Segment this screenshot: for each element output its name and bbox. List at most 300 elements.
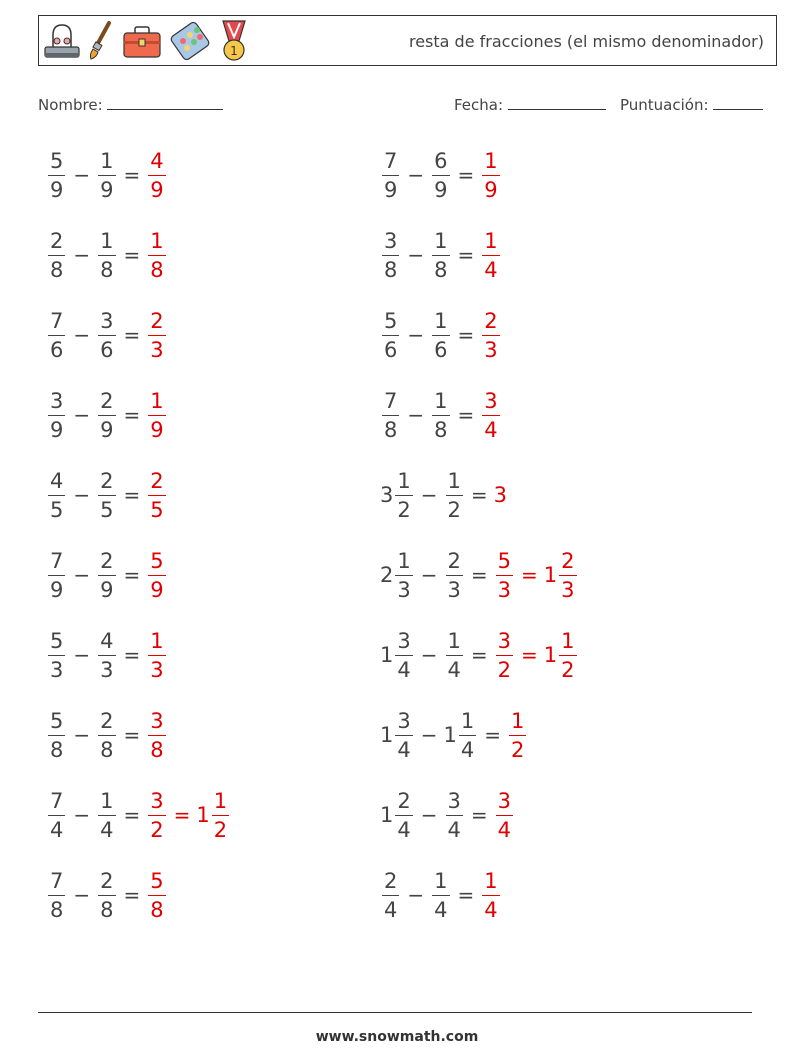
subtrahend-fraction-bar (98, 815, 115, 816)
subtrahend-denominator: 4 (447, 657, 461, 682)
subtrahend-denominator: 9 (100, 577, 114, 602)
problem-right-7 (380, 625, 579, 685)
answer-denominator: 2 (561, 657, 575, 682)
answer-denominator: 8 (150, 737, 164, 762)
minuend-fraction (48, 869, 65, 922)
answer-denominator: 3 (484, 337, 498, 362)
subtrahend-fraction-bar (432, 255, 449, 256)
equals-sign: = (470, 563, 488, 587)
minuend-fraction-bar (382, 415, 399, 416)
minuend-fraction-bar (48, 815, 65, 816)
answer-fraction-bar (148, 575, 165, 576)
minus-sign: − (73, 243, 91, 267)
subtrahend-fraction-bar (446, 655, 463, 656)
minuend-numerator: 7 (50, 868, 64, 893)
equals-sign: = (123, 563, 141, 587)
minuend-fraction (382, 229, 399, 282)
answer-fraction (559, 629, 576, 682)
subtrahend-fraction-bar (446, 815, 463, 816)
equals-sign: = (484, 723, 502, 747)
answer-numerator: 2 (561, 548, 575, 573)
answer-fraction (148, 709, 165, 762)
minus-sign: − (420, 483, 438, 507)
subtrahend-numerator: 3 (100, 308, 114, 333)
problem-left-6 (46, 545, 168, 605)
equals-sign: = (123, 803, 141, 827)
minus-sign: − (420, 643, 438, 667)
answer-denominator: 2 (497, 657, 512, 682)
answer-fraction (148, 789, 165, 842)
answer-fraction (496, 789, 513, 842)
minuend-whole: 1 (380, 643, 394, 667)
subtrahend-denominator: 2 (447, 497, 461, 522)
answer-denominator: 9 (150, 577, 164, 602)
minus-sign: − (420, 803, 438, 827)
header-icons (43, 19, 251, 63)
equals-sign: = (457, 163, 475, 187)
equals-sign: = (457, 243, 475, 267)
minuend-fraction (395, 789, 412, 842)
name-label: Nombre: (38, 96, 103, 114)
minuend-fraction-bar (48, 895, 65, 896)
subtrahend-denominator: 6 (434, 337, 448, 362)
answer-numerator: 1 (150, 628, 164, 653)
subtrahend-fraction-bar (98, 735, 115, 736)
answer-fraction-bar (482, 175, 499, 176)
minus-sign: − (407, 323, 425, 347)
answer-fraction (496, 549, 513, 602)
minuend-denominator: 4 (397, 657, 411, 682)
minuend-fraction (48, 149, 65, 202)
minuend-fraction-bar (48, 655, 65, 656)
subtrahend-fraction-bar (98, 175, 115, 176)
subtrahend-fraction-bar (98, 575, 115, 576)
minus-sign: − (73, 643, 91, 667)
answer-whole: 1 (196, 803, 210, 827)
subtrahend-fraction (446, 789, 463, 842)
minuend-fraction-bar (48, 335, 65, 336)
equals-sign: = (123, 323, 141, 347)
subtrahend-numerator: 1 (434, 868, 448, 893)
subtrahend-denominator: 8 (434, 257, 448, 282)
subtrahend-fraction (432, 869, 449, 922)
minuend-fraction-bar (48, 415, 65, 416)
subtrahend-fraction (98, 709, 115, 762)
answer-denominator: 3 (150, 657, 164, 682)
subtrahend-numerator: 1 (434, 388, 448, 413)
problem-right-6 (380, 545, 579, 605)
answer-denominator: 9 (150, 177, 164, 202)
equals-sign: = (457, 403, 475, 427)
minuend-numerator: 2 (50, 228, 64, 253)
minuend-fraction (48, 629, 65, 682)
subtrahend-fraction (98, 869, 115, 922)
problem-right-4 (380, 385, 502, 445)
minuend-numerator: 7 (50, 548, 64, 573)
problem-right-8 (380, 705, 528, 765)
minuend-fraction (48, 309, 65, 362)
answer-whole: 3 (493, 483, 508, 507)
minuend-fraction (48, 469, 65, 522)
answer-denominator: 9 (150, 417, 164, 442)
answer-numerator: 1 (561, 628, 575, 653)
minuend-numerator: 5 (50, 148, 64, 173)
answer-fraction-bar (496, 575, 513, 576)
answer-fraction-bar (482, 255, 499, 256)
minuend-numerator: 5 (50, 628, 64, 653)
answer-numerator: 4 (150, 148, 164, 173)
minuend-whole: 2 (380, 563, 394, 587)
subtrahend-denominator: 8 (434, 417, 448, 442)
subtrahend-denominator: 4 (100, 817, 114, 842)
answer-fraction-bar (559, 655, 576, 656)
minus-sign: − (73, 803, 91, 827)
equals-sign: = (123, 243, 141, 267)
problem-left-4 (46, 385, 168, 445)
answer-fraction (148, 149, 165, 202)
subtrahend-numerator: 2 (100, 548, 114, 573)
minus-sign: − (407, 883, 425, 907)
subtrahend-numerator: 1 (447, 628, 461, 653)
subtrahend-fraction (98, 789, 115, 842)
problem-left-9 (46, 785, 231, 845)
minuend-numerator: 1 (397, 548, 411, 573)
subtrahend-fraction-bar (446, 575, 463, 576)
answer-numerator: 1 (511, 708, 525, 733)
footer-url: www.snowmath.com (315, 1029, 479, 1045)
date-line[interactable] (508, 95, 606, 110)
subtrahend-numerator: 2 (100, 868, 114, 893)
svg-text:1: 1 (230, 44, 238, 58)
subtrahend-fraction (446, 629, 463, 682)
minus-sign: − (73, 483, 91, 507)
minuend-denominator: 3 (50, 657, 64, 682)
equals-sign: = (457, 883, 475, 907)
answer-denominator: 8 (150, 257, 164, 282)
subtrahend-numerator: 2 (100, 388, 114, 413)
answer-fraction-bar (148, 415, 165, 416)
minuend-denominator: 4 (384, 897, 398, 922)
minuend-fraction-bar (395, 735, 412, 736)
minuend-fraction (382, 149, 399, 202)
minuend-numerator: 5 (50, 708, 64, 733)
answer-fraction (559, 549, 576, 602)
subtrahend-fraction-bar (446, 495, 463, 496)
answer-fraction-bar (148, 895, 165, 896)
subtrahend-denominator: 8 (100, 257, 114, 282)
minus-sign: − (407, 243, 425, 267)
subtrahend-numerator: 1 (447, 468, 461, 493)
answer-denominator: 4 (484, 257, 498, 282)
subtrahend-fraction (432, 229, 449, 282)
answer-denominator: 3 (561, 577, 575, 602)
answer-numerator: 5 (150, 548, 164, 573)
subtrahend-numerator: 1 (100, 148, 114, 173)
subtrahend-fraction (98, 629, 115, 682)
name-field (38, 95, 223, 114)
answer-fraction-bar (148, 735, 165, 736)
subtrahend-denominator: 8 (100, 897, 114, 922)
answer-numerator: 5 (150, 868, 164, 893)
answer-numerator: 3 (484, 388, 498, 413)
subtrahend-numerator: 2 (100, 468, 114, 493)
subtrahend-fraction (98, 389, 115, 442)
answer-numerator: 3 (497, 628, 512, 653)
answer-fraction-bar (482, 895, 499, 896)
answer-equals-sign: = (521, 563, 538, 587)
minuend-denominator: 4 (397, 817, 411, 842)
answer-numerator: 3 (150, 708, 164, 733)
pill-pack-icon (169, 19, 211, 63)
subtrahend-fraction (459, 709, 476, 762)
subtrahend-denominator: 9 (100, 417, 114, 442)
answer-fraction (482, 869, 499, 922)
subtrahend-denominator: 9 (434, 177, 448, 202)
answer-denominator: 2 (213, 817, 228, 842)
subtrahend-numerator: 1 (434, 228, 448, 253)
subtrahend-fraction-bar (98, 415, 115, 416)
minuend-whole: 3 (380, 483, 394, 507)
minuend-fraction (395, 549, 412, 602)
minus-sign: − (73, 403, 91, 427)
minuend-fraction (395, 709, 412, 762)
minuend-fraction (395, 629, 412, 682)
subtrahend-numerator: 2 (100, 708, 114, 733)
answer-fraction-bar (496, 655, 513, 656)
minuend-fraction (48, 549, 65, 602)
minuend-fraction (382, 309, 399, 362)
answer-fraction-bar (148, 815, 165, 816)
minuend-fraction (395, 469, 412, 522)
subtrahend-fraction-bar (98, 655, 115, 656)
minuend-denominator: 5 (50, 497, 64, 522)
answer-fraction-bar (509, 735, 526, 736)
answer-fraction (482, 389, 499, 442)
subtrahend-denominator: 4 (434, 897, 448, 922)
minuend-fraction-bar (48, 495, 65, 496)
minus-sign: − (73, 163, 91, 187)
answer-denominator: 4 (497, 817, 512, 842)
medal-icon (217, 19, 251, 63)
paintbrush-icon (87, 21, 115, 61)
minuend-denominator: 9 (50, 577, 64, 602)
answer-numerator: 3 (497, 788, 512, 813)
answer-denominator: 5 (150, 497, 164, 522)
answer-fraction (148, 549, 165, 602)
answer-fraction (148, 629, 165, 682)
minuend-denominator: 8 (384, 257, 398, 282)
answer-whole: 1 (543, 563, 558, 587)
score-line[interactable] (713, 95, 763, 110)
subtrahend-numerator: 4 (100, 628, 114, 653)
minuend-numerator: 3 (397, 708, 411, 733)
answer-fraction (482, 229, 499, 282)
answer-denominator: 3 (150, 337, 164, 362)
equals-sign: = (123, 163, 141, 187)
subtrahend-fraction-bar (432, 335, 449, 336)
answer-denominator: 2 (150, 817, 164, 842)
footer-divider (38, 1012, 752, 1013)
answer-numerator: 1 (484, 228, 498, 253)
hole-punch-icon (43, 21, 81, 61)
minuend-numerator: 7 (50, 788, 64, 813)
subtrahend-fraction-bar (432, 175, 449, 176)
problem-left-1 (46, 145, 168, 205)
answer-numerator: 1 (213, 788, 228, 813)
minus-sign: − (73, 883, 91, 907)
answer-equals-sign: = (521, 643, 538, 667)
minuend-numerator: 7 (384, 148, 398, 173)
minuend-whole: 1 (380, 723, 394, 747)
minuend-fraction (382, 869, 399, 922)
minuend-numerator: 3 (397, 628, 411, 653)
answer-denominator: 3 (497, 577, 512, 602)
minuend-denominator: 9 (50, 177, 64, 202)
answer-fraction (148, 469, 165, 522)
subtrahend-denominator: 5 (100, 497, 114, 522)
minus-sign: − (420, 723, 438, 747)
minuend-fraction (382, 389, 399, 442)
minuend-numerator: 1 (397, 468, 411, 493)
problem-right-9 (380, 785, 515, 845)
minus-sign: − (73, 563, 91, 587)
subtrahend-numerator: 1 (434, 308, 448, 333)
answer-denominator: 8 (150, 897, 164, 922)
equals-sign: = (470, 643, 488, 667)
minuend-numerator: 3 (50, 388, 64, 413)
worksheet-title: resta de fracciones (el mismo denominador) (408, 32, 764, 51)
answer-fraction (496, 629, 513, 682)
subtrahend-numerator: 6 (434, 148, 448, 173)
problem-right-5 (380, 465, 507, 525)
answer-fraction (509, 709, 526, 762)
minuend-fraction-bar (382, 175, 399, 176)
answer-fraction (148, 389, 165, 442)
subtrahend-denominator: 6 (100, 337, 114, 362)
worksheet-header (38, 15, 777, 66)
answer-equals-sign: = (173, 803, 191, 827)
minuend-numerator: 2 (384, 868, 398, 893)
minuend-fraction-bar (395, 815, 412, 816)
answer-fraction-bar (148, 175, 165, 176)
answer-fraction-bar (148, 495, 165, 496)
answer-fraction-bar (496, 815, 513, 816)
subtrahend-fraction (432, 309, 449, 362)
answer-fraction-bar (482, 335, 499, 336)
subtrahend-numerator: 3 (447, 788, 461, 813)
subtrahend-fraction (98, 549, 115, 602)
subtrahend-denominator: 3 (100, 657, 114, 682)
problem-right-10 (380, 865, 502, 925)
answer-fraction (148, 229, 165, 282)
subtrahend-fraction (432, 389, 449, 442)
answer-denominator: 2 (511, 737, 525, 762)
minuend-fraction (48, 789, 65, 842)
subtrahend-fraction-bar (98, 255, 115, 256)
subtrahend-numerator: 1 (100, 228, 114, 253)
minuend-denominator: 2 (397, 497, 411, 522)
subtrahend-fraction (432, 149, 449, 202)
minuend-denominator: 9 (384, 177, 398, 202)
subtrahend-denominator: 4 (447, 817, 461, 842)
answer-numerator: 1 (484, 868, 498, 893)
minuend-denominator: 6 (50, 337, 64, 362)
minuend-denominator: 9 (50, 417, 64, 442)
subtrahend-fraction-bar (98, 895, 115, 896)
minuend-denominator: 8 (50, 257, 64, 282)
minuend-numerator: 4 (50, 468, 64, 493)
minuend-fraction-bar (382, 895, 399, 896)
subtrahend-fraction-bar (98, 335, 115, 336)
answer-numerator: 2 (150, 468, 164, 493)
minuend-denominator: 4 (50, 817, 64, 842)
minuend-denominator: 3 (397, 577, 411, 602)
minuend-fraction (48, 229, 65, 282)
answer-numerator: 1 (150, 228, 164, 253)
subtrahend-denominator: 9 (100, 177, 114, 202)
minuend-fraction (48, 389, 65, 442)
minuend-numerator: 3 (384, 228, 398, 253)
subtrahend-denominator: 3 (447, 577, 461, 602)
subtrahend-fraction-bar (459, 735, 476, 736)
answer-fraction (212, 789, 229, 842)
date-field (454, 95, 606, 114)
minus-sign: − (73, 723, 91, 747)
minuend-fraction-bar (48, 575, 65, 576)
equals-sign: = (470, 803, 488, 827)
date-label: Fecha: (454, 96, 504, 114)
minuend-numerator: 2 (397, 788, 411, 813)
answer-fraction (482, 149, 499, 202)
minus-sign: − (407, 163, 425, 187)
equals-sign: = (123, 723, 141, 747)
subtrahend-fraction (98, 309, 115, 362)
minuend-fraction-bar (382, 255, 399, 256)
subtrahend-fraction-bar (432, 415, 449, 416)
minuend-numerator: 5 (384, 308, 398, 333)
answer-numerator: 5 (497, 548, 512, 573)
briefcase-icon (121, 21, 163, 61)
minuend-fraction-bar (395, 575, 412, 576)
equals-sign: = (123, 643, 141, 667)
answer-fraction (148, 309, 165, 362)
answer-numerator: 2 (484, 308, 498, 333)
problem-left-7 (46, 625, 168, 685)
minuend-denominator: 6 (384, 337, 398, 362)
answer-fraction-bar (148, 655, 165, 656)
answer-whole: 1 (543, 643, 558, 667)
answer-denominator: 4 (484, 417, 498, 442)
minuend-fraction-bar (382, 335, 399, 336)
problem-left-2 (46, 225, 168, 285)
subtrahend-fraction (98, 229, 115, 282)
subtrahend-fraction (98, 469, 115, 522)
subtrahend-denominator: 4 (460, 737, 475, 762)
subtrahend-whole: 1 (443, 723, 457, 747)
equals-sign: = (123, 883, 141, 907)
score-field (620, 95, 763, 114)
answer-numerator: 3 (150, 788, 164, 813)
subtrahend-fraction (98, 149, 115, 202)
problem-left-10 (46, 865, 168, 925)
name-line[interactable] (107, 95, 223, 110)
equals-sign: = (123, 483, 141, 507)
answer-denominator: 9 (484, 177, 498, 202)
equals-sign: = (123, 403, 141, 427)
subtrahend-numerator: 2 (447, 548, 461, 573)
answer-fraction-bar (212, 815, 229, 816)
minuend-numerator: 7 (384, 388, 398, 413)
